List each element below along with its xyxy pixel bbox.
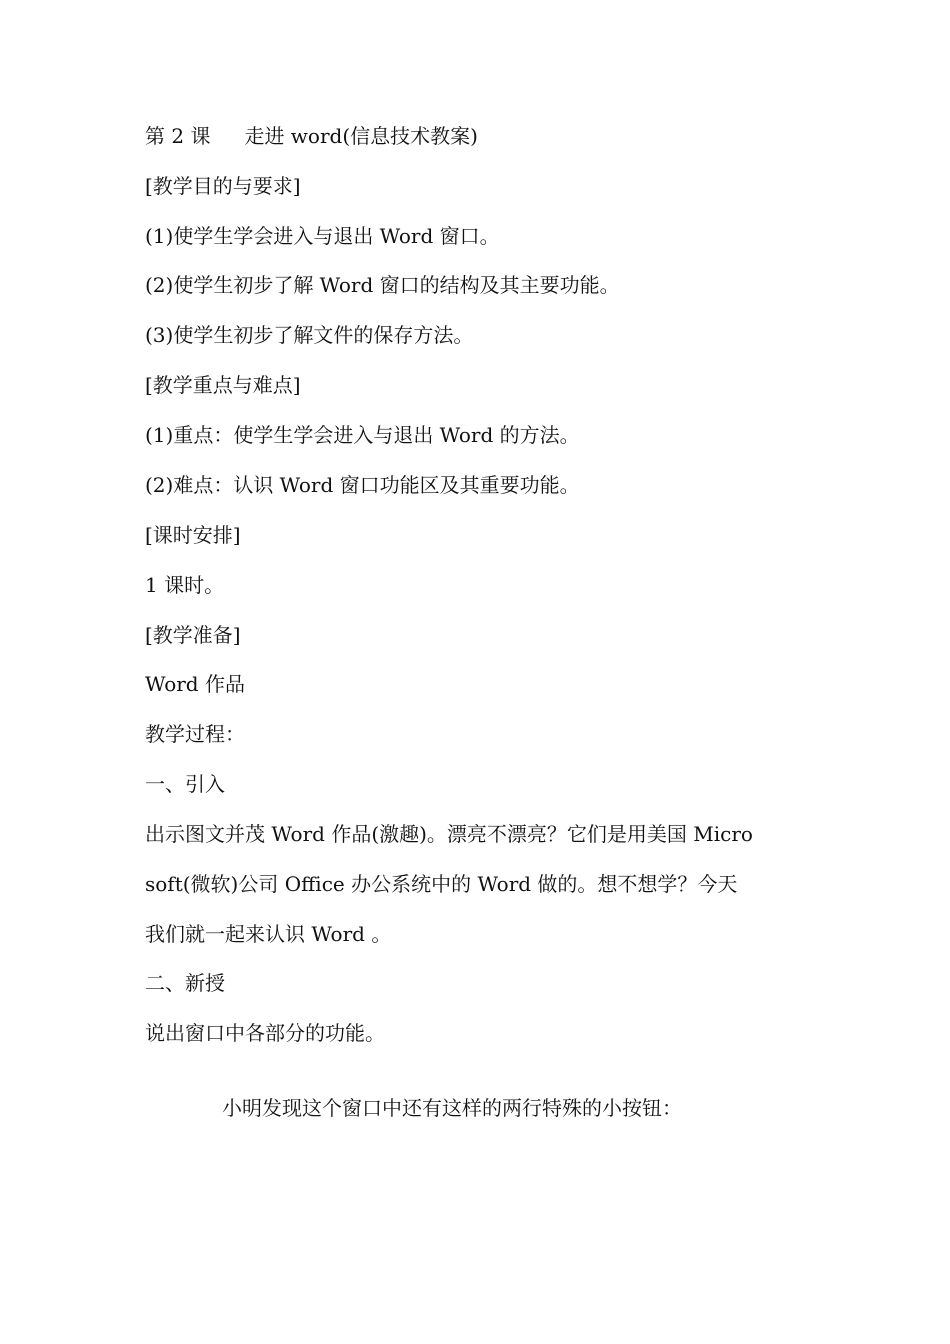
objective-2: (2)使学生初步了解 Word 窗口的结构及其主要功能。 <box>145 273 620 297</box>
lesson-number: 第 2 课 <box>145 124 211 148</box>
new-lesson-text: 说出窗口中各部分的功能。 <box>145 1021 385 1045</box>
intro-paragraph-line-1: 出示图文并茂 Word 作品(激趣)。漂亮不漂亮？它们是用美国 Micro <box>145 822 753 846</box>
indented-paragraph: 小明发现这个窗口中还有这样的两行特殊的小按钮： <box>222 1096 682 1120</box>
part-2-heading: 二、新授 <box>145 971 225 995</box>
difficult-point: (2)难点：认识 Word 窗口功能区及其重要功能。 <box>145 473 580 497</box>
intro-paragraph-line-2: soft(微软)公司 Office 办公系统中的 Word 做的。想不想学？今天 <box>145 872 738 896</box>
process-heading: 教学过程： <box>145 722 245 746</box>
section-heading-objectives: [教学目的与要求] <box>145 174 301 198</box>
key-point: (1)重点：使学生学会进入与退出 Word 的方法。 <box>145 423 580 447</box>
preparation-text: Word 作品 <box>145 672 245 696</box>
section-heading-key-points: [教学重点与难点] <box>145 373 301 397</box>
section-heading-preparation: [教学准备] <box>145 623 241 647</box>
lesson-name: 走进 word(信息技术教案) <box>244 124 478 148</box>
section-heading-schedule: [课时安排] <box>145 523 241 547</box>
objective-1: (1)使学生学会进入与退出 Word 窗口。 <box>145 224 500 248</box>
intro-paragraph-line-3: 我们就一起来认识 Word 。 <box>145 922 392 946</box>
lesson-title <box>145 122 825 150</box>
schedule-text: 1 课时。 <box>145 573 225 597</box>
part-1-heading: 一、引入 <box>145 772 225 796</box>
objective-3: (3)使学生初步了解文件的保存方法。 <box>145 323 474 347</box>
